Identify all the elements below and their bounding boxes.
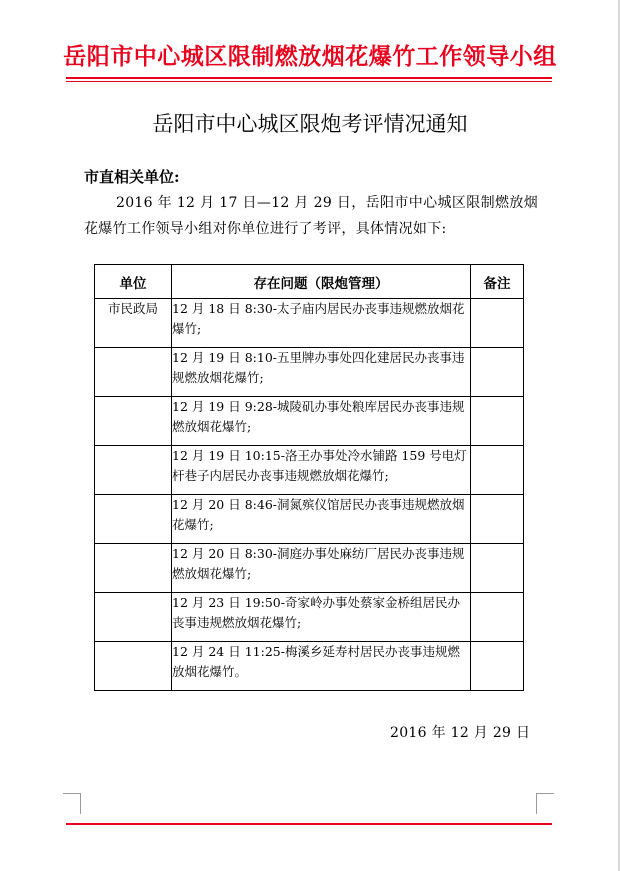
note-cell bbox=[471, 495, 524, 544]
note-cell bbox=[471, 348, 524, 397]
table-row bbox=[95, 397, 524, 446]
header-rule-thick bbox=[66, 77, 552, 79]
issue-cell: 12 月 19 日 8:10-五里牌办事处四化建居民办丧事违规燃放烟花爆竹; bbox=[172, 348, 471, 397]
issue-cell: 12 月 18 日 8:30-太子庙内居民办丧事违规燃放烟花爆竹; bbox=[172, 299, 471, 348]
unit-cell bbox=[95, 593, 172, 642]
issue-cell: 12 月 19 日 10:15-洛王办事处冷水铺路 159 号电灯杆巷子内居民办丧事违规燃放烟花爆竹; bbox=[172, 446, 471, 495]
issue-cell: 12 月 23 日 19:50-奇家岭办事处蔡家金桥组居民办丧事违规燃放烟花爆竹; bbox=[172, 593, 471, 642]
unit-cell bbox=[95, 642, 172, 691]
header-rule-thin bbox=[66, 81, 552, 82]
org-header-title: 岳阳市中心城区限制燃放烟花爆竹工作领导小组 bbox=[63, 43, 557, 70]
unit-cell: 市民政局 bbox=[95, 299, 172, 348]
column-header-note: 备注 bbox=[471, 265, 524, 299]
footer-rule bbox=[66, 823, 552, 825]
note-cell bbox=[471, 544, 524, 593]
crop-mark-left bbox=[63, 793, 81, 814]
note-cell bbox=[471, 446, 524, 495]
issue-cell: 12 月 20 日 8:30-洞庭办事处麻纺厂居民办丧事违规燃放烟花爆竹; bbox=[172, 544, 471, 593]
unit-cell bbox=[95, 544, 172, 593]
issue-cell: 12 月 19 日 9:28-城陵矶办事处粮库居民办丧事违规燃放烟花爆竹; bbox=[172, 397, 471, 446]
document-title: 岳阳市中心城区限炮考评情况通知 bbox=[152, 112, 468, 136]
table-row bbox=[95, 642, 524, 691]
table-row bbox=[95, 348, 524, 397]
unit-cell bbox=[95, 446, 172, 495]
issue-cell: 12 月 24 日 11:25-梅溪乡延寿村居民办丧事违规燃放烟花爆竹。 bbox=[172, 642, 471, 691]
table-row bbox=[95, 544, 524, 593]
note-cell bbox=[471, 397, 524, 446]
body-paragraph: 2016 年 12 月 17 日—12 月 29 日，岳阳市中心城区限制燃放烟花爆竹工作领导小组对你单位进行了考评，具体情况如下: bbox=[84, 195, 538, 237]
note-cell bbox=[471, 642, 524, 691]
evaluation-table bbox=[94, 264, 524, 691]
recipient-line: 市直相关单位: bbox=[84, 168, 180, 186]
unit-cell bbox=[95, 397, 172, 446]
table-row bbox=[95, 446, 524, 495]
table-row bbox=[95, 299, 524, 348]
document-date: 2016 年 12 月 29 日 bbox=[390, 725, 531, 741]
note-cell bbox=[471, 593, 524, 642]
crop-mark-right bbox=[536, 793, 554, 814]
note-cell bbox=[471, 299, 524, 348]
unit-cell bbox=[95, 348, 172, 397]
issue-cell: 12 月 20 日 8:46-洞氮殡仪馆居民办丧事违规燃放烟花爆竹; bbox=[172, 495, 471, 544]
table-row bbox=[95, 495, 524, 544]
table-header-row bbox=[95, 265, 524, 299]
column-header-unit: 单位 bbox=[95, 265, 172, 299]
unit-cell bbox=[95, 495, 172, 544]
column-header-issue: 存在问题（限炮管理） bbox=[172, 265, 471, 299]
table-row bbox=[95, 593, 524, 642]
